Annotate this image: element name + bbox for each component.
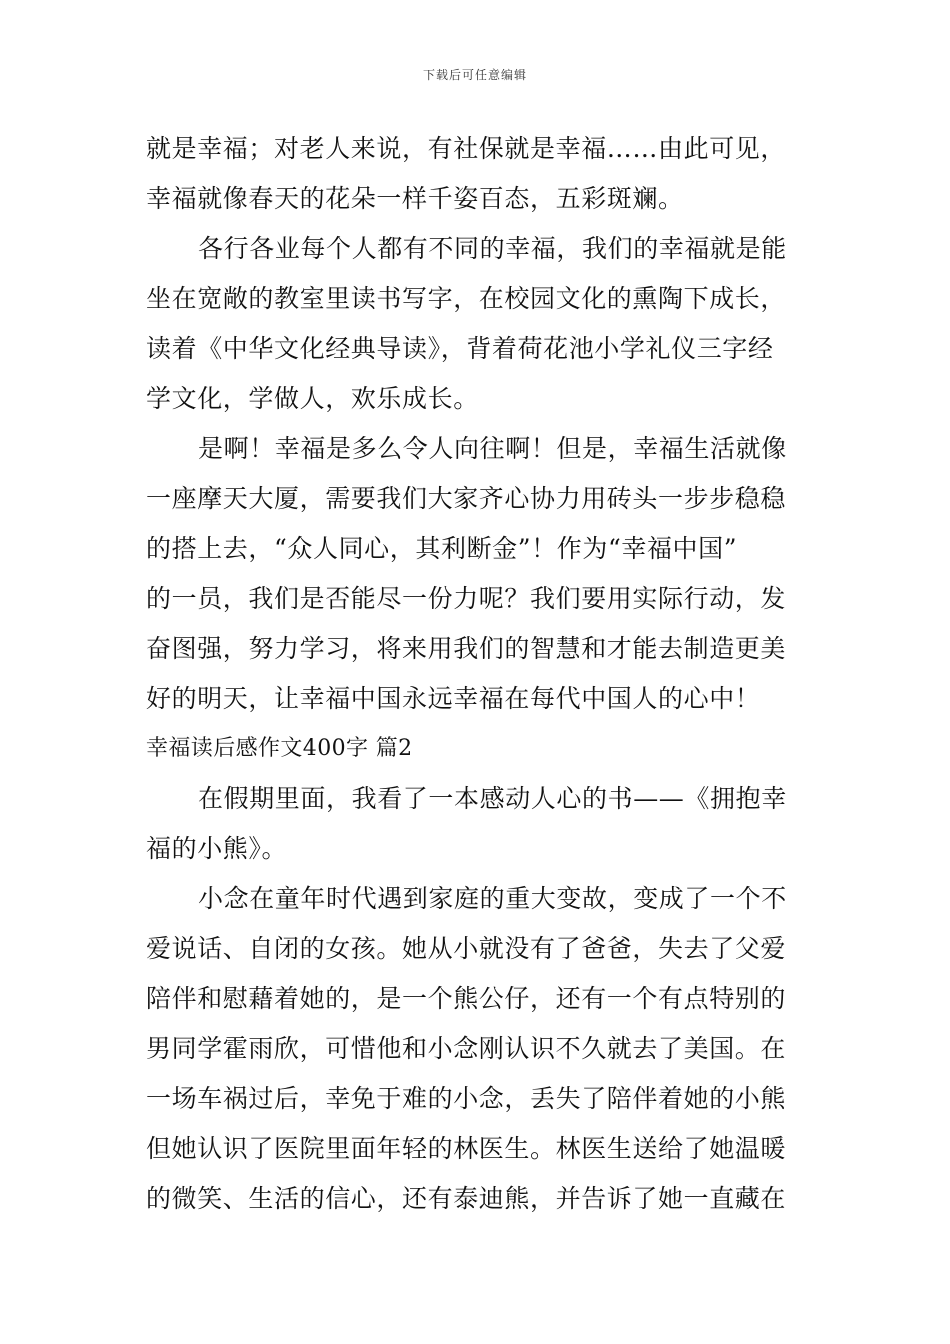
text-line: 一场车祸过后，幸免于难的小念，丢失了陪伴着她的小熊	[146, 1084, 787, 1113]
paragraph-start-line: 在假期里面，我看了一本感动人心的书——《拥抱幸	[198, 784, 787, 813]
page-header: 下载后可任意编辑	[422, 68, 527, 82]
section-heading: 幸福读后感作文400字 篇2	[146, 736, 413, 761]
text-line: 读着《中华文化经典导读》，背着荷花池小学礼仪三字经	[146, 334, 774, 363]
text-line: 学文化，学做人，欢乐成长。	[146, 384, 479, 413]
paragraph-start-line: 各行各业每个人都有不同的幸福，我们的幸福就是能	[198, 234, 787, 263]
text-line: 的一员，我们是否能尽一份力呢？我们要用实际行动，发	[146, 584, 787, 613]
paragraph-start-line: 小念在童年时代遇到家庭的重大变故，变成了一个不	[198, 884, 787, 913]
text-line: 爱说话、自闭的女孩。她从小就没有了爸爸，失去了父爱	[146, 934, 787, 963]
text-line: 但她认识了医院里面年轻的林医生。林医生送给了她温暖	[146, 1134, 787, 1163]
text-line: 好的明天，让幸福中国永远幸福在每代中国人的心中！	[146, 684, 761, 713]
text-line: 的搭上去，“众人同心，其利断金”！作为“幸福中国”	[146, 534, 738, 563]
text-line: 就是幸福；对老人来说，有社保就是幸福……由此可见，	[146, 134, 787, 163]
text-line: 坐在宽敞的教室里读书写字，在校园文化的熏陶下成长，	[146, 284, 787, 313]
text-line: 男同学霍雨欣，可惜他和小念刚认识不久就去了美国。在	[146, 1034, 787, 1063]
text-line: 陪伴和慰藉着她的，是一个熊公仔，还有一个有点特别的	[146, 984, 787, 1013]
text-line: 一座摩天大厦，需要我们大家齐心协力用砖头一步步稳稳	[146, 484, 787, 513]
text-line: 的微笑、生活的信心，还有泰迪熊，并告诉了她一直藏在	[146, 1184, 787, 1213]
text-line: 奋图强，努力学习，将来用我们的智慧和才能去制造更美	[146, 634, 787, 663]
paragraph-start-line: 是啊！幸福是多么令人向往啊！但是，幸福生活就像	[198, 434, 787, 463]
text-line: 福的小熊》。	[146, 834, 288, 863]
text-line: 幸福就像春天的花朵一样千姿百态，五彩斑斓。	[146, 184, 684, 213]
